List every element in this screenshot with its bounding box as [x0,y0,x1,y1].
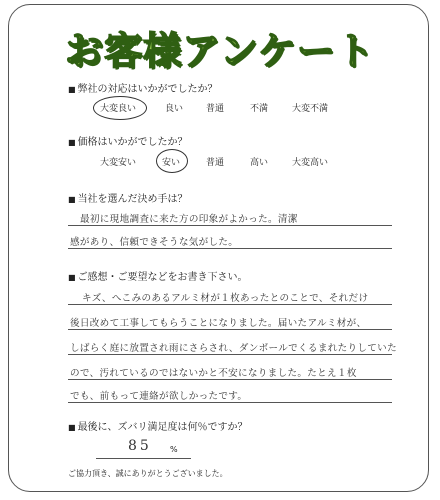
question-1: ■ 弊社の対応はいかがでしたか？ [68,80,218,95]
satisfaction-rule [96,458,191,459]
question-3: ■ 当社を選んだ決め手は？ [68,190,188,205]
answer-rule [68,304,392,305]
question-2: ■ 価格はいかがでしたか？ [68,133,188,148]
q2-option-1[interactable]: 大変安い [100,158,137,168]
q4-answer-line-5: でも、前もって連絡が欲しかったです。 [70,391,248,402]
q1-option-2[interactable]: 良い [165,104,184,114]
q4-answer-line-3: しばらく庭に放置され雨にさらされ、ダンボールでくるまれたりしていた [70,343,397,354]
q1-option-1[interactable]: 大変良い [100,104,137,114]
q2-option-2[interactable]: 安い [162,158,181,168]
q2-option-4[interactable]: 高い [250,158,269,168]
q2-option-5[interactable]: 大変高い [292,158,329,168]
question-5: ■ 最後に、ズバリ満足度は何％ですか？ [68,418,248,433]
q4-answer-line-1: キズ、へこみのあるアルミ材が１枚あったとのことで、それだけ [82,293,369,304]
q4-answer-line-2: 後日改めて工事してもらうことになりました。届いたアルミ材が、 [70,318,367,329]
q1-option-3[interactable]: 普通 [206,104,225,114]
q1-option-5[interactable]: 大変不満 [292,104,329,114]
satisfaction-value: 85 [128,438,152,454]
q1-option-4[interactable]: 不満 [250,104,269,114]
survey-title: お客様アンケート [65,29,375,73]
q4-answer-line-4: ので、汚れているのではないかと不安になりました。たとえ１枚 [70,368,357,379]
answer-rule [68,248,392,249]
answer-rule [68,329,392,330]
answer-rule [68,379,392,380]
answer-rule [68,225,392,226]
satisfaction-unit: % [170,445,178,454]
question-4: ■ ご感想・ご要望などをお書き下さい。 [68,268,248,283]
thank-you-note: ご協力頂き、誠にありがとうございました。 [68,469,228,478]
q3-answer-line-2: 感があり、信頼できそうな気がした。 [70,237,239,248]
q2-option-3[interactable]: 普通 [206,158,225,168]
answer-rule [68,402,392,403]
answer-rule [68,354,392,355]
q3-answer-line-1: 最初に現地調査に来た方の印象がよかった。清潔 [80,214,298,225]
